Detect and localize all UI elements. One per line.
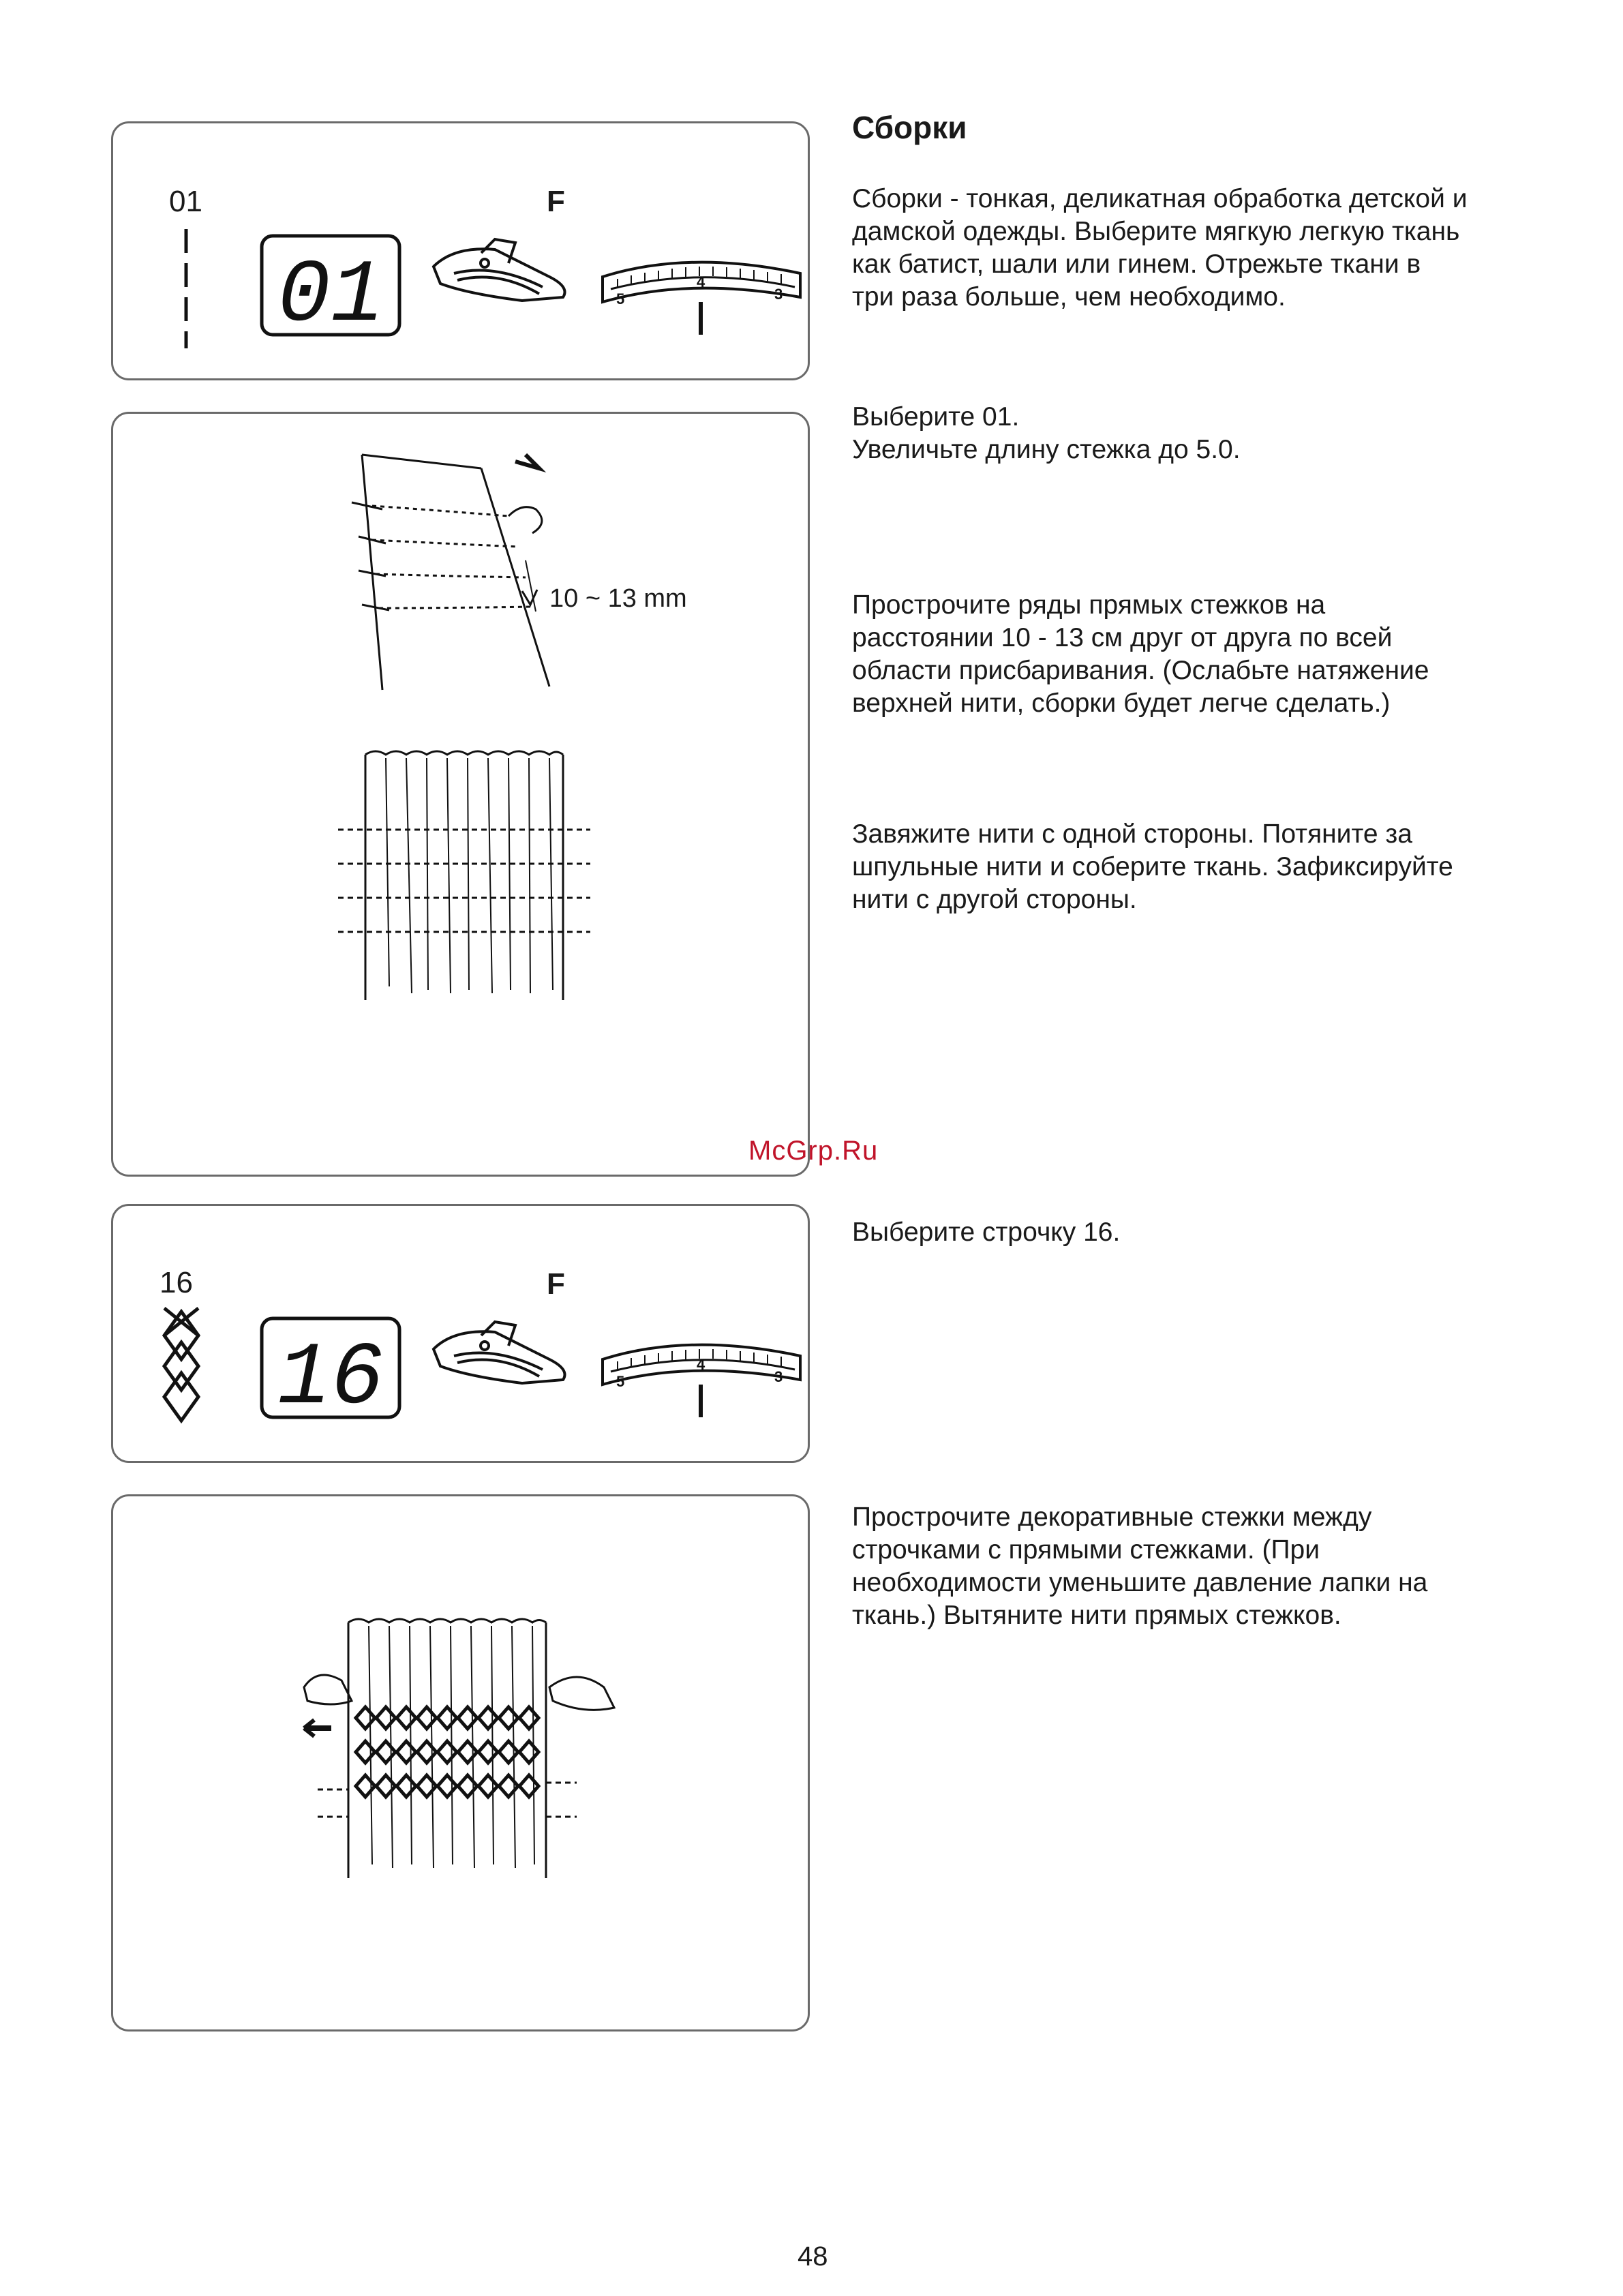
decorative-stitch-paragraph: Прострочите декоративные стежки между строчками с прямыми стежками. (При необходимости уменьшите давление лапки на ткань.) Вытяните нити прямых стежков.: [852, 1502, 1428, 1630]
presser-foot-label: F: [547, 1267, 565, 1301]
diamond-stitch: [417, 1775, 436, 1797]
lcd-display: [262, 1318, 399, 1430]
diamond-stitch: [376, 1775, 395, 1797]
fabric-rows-illustration: [352, 455, 549, 690]
diamond-stitch: [397, 1707, 416, 1729]
select-16-paragraph: Выберите строчку 16.: [852, 1218, 1121, 1247]
select-01-paragraph: Выберите 01. Увеличьте длину стежка до 5.0.: [852, 402, 1241, 464]
dial-mark-4: 4: [697, 273, 706, 290]
dial-mark-4: 4: [697, 1356, 706, 1373]
page-title: Сборки: [852, 110, 967, 145]
diamond-stitch: [356, 1741, 375, 1763]
pattern-number-label: 16: [160, 1266, 193, 1299]
diamond-stitch: [499, 1707, 518, 1729]
pattern-number-label: 01: [169, 185, 202, 218]
diamond-stitch: [499, 1741, 518, 1763]
dial-mark-3: 3: [774, 1368, 783, 1385]
diamond-stitch: [417, 1707, 436, 1729]
tie-threads-paragraph: Завяжите нити с одной стороны. Потяните за шпульные нити и соберите ткань. Зафиксируйте нити с другой стороны.: [852, 819, 1453, 914]
diamond-stitch: [519, 1741, 539, 1763]
diamond-stitch: [438, 1741, 457, 1763]
diamond-stitch: [438, 1775, 457, 1797]
panel-4-graphics: [113, 1496, 808, 2031]
diamond-stitch: [417, 1741, 436, 1763]
presser-foot-icon: [434, 239, 565, 301]
diamond-stitch: [519, 1775, 539, 1797]
diamond-stitch: [499, 1775, 518, 1797]
lcd-digits: 01: [277, 247, 384, 347]
lcd-display: [262, 236, 399, 347]
dial-mark-5: 5: [616, 290, 625, 307]
pattern-01-panel: [111, 121, 810, 380]
presser-foot-label: F: [547, 185, 565, 218]
diamond-stitch: [376, 1707, 395, 1729]
diamond-stitch: [458, 1707, 477, 1729]
diamond-stitch: [397, 1741, 416, 1763]
diamond-stitch: [376, 1741, 395, 1763]
diamond-stitch: [356, 1775, 375, 1797]
smocking-panel: [111, 1494, 810, 2031]
diamond-stitch-rows: [356, 1707, 539, 1797]
diamond-stitch: [479, 1741, 498, 1763]
panel-3-graphics: [113, 1206, 808, 1462]
panel-1-graphics: [113, 123, 808, 379]
diamond-stitch-icon: [164, 1308, 198, 1421]
panel-2-graphics: [113, 414, 808, 1174]
diamond-stitch: [438, 1707, 457, 1729]
gathered-fabric-illustration: [338, 751, 590, 1000]
diamond-stitch: [519, 1707, 539, 1729]
lcd-digits: 16: [277, 1329, 384, 1430]
smocking-illustration: [304, 1619, 614, 1878]
presser-foot-icon: [434, 1322, 565, 1383]
dial-mark-3: 3: [774, 286, 783, 303]
diamond-stitch: [397, 1775, 416, 1797]
diamond-stitch: [356, 1707, 375, 1729]
diamond-stitch: [479, 1707, 498, 1729]
dial-mark-5: 5: [616, 1373, 625, 1390]
sew-rows-paragraph: Прострочите ряды прямых стежков на расстоянии 10 - 13 см друг от друга по всей области присбаривания. (Ослабьте натяжение верхней нити, сборки будет легче сделать.): [852, 590, 1429, 718]
dimension-label: 10 ~ 13 mm: [549, 584, 687, 613]
diamond-stitch: [458, 1741, 477, 1763]
page-number: 48: [798, 2241, 828, 2271]
pattern-16-panel: [111, 1204, 810, 1463]
diamond-stitch: [458, 1775, 477, 1797]
watermark: McGrp.Ru: [748, 1136, 879, 1166]
diamond-stitch: [479, 1775, 498, 1797]
gathering-steps-panel: [111, 412, 810, 1177]
intro-paragraph: Сборки - тонкая, деликатная обработка детской и дамской одежды. Выберите мягкую легкую ткань как батист, шали или гинем. Отрежьте ткани в три раза больше, чем необходимо.: [852, 184, 1468, 312]
